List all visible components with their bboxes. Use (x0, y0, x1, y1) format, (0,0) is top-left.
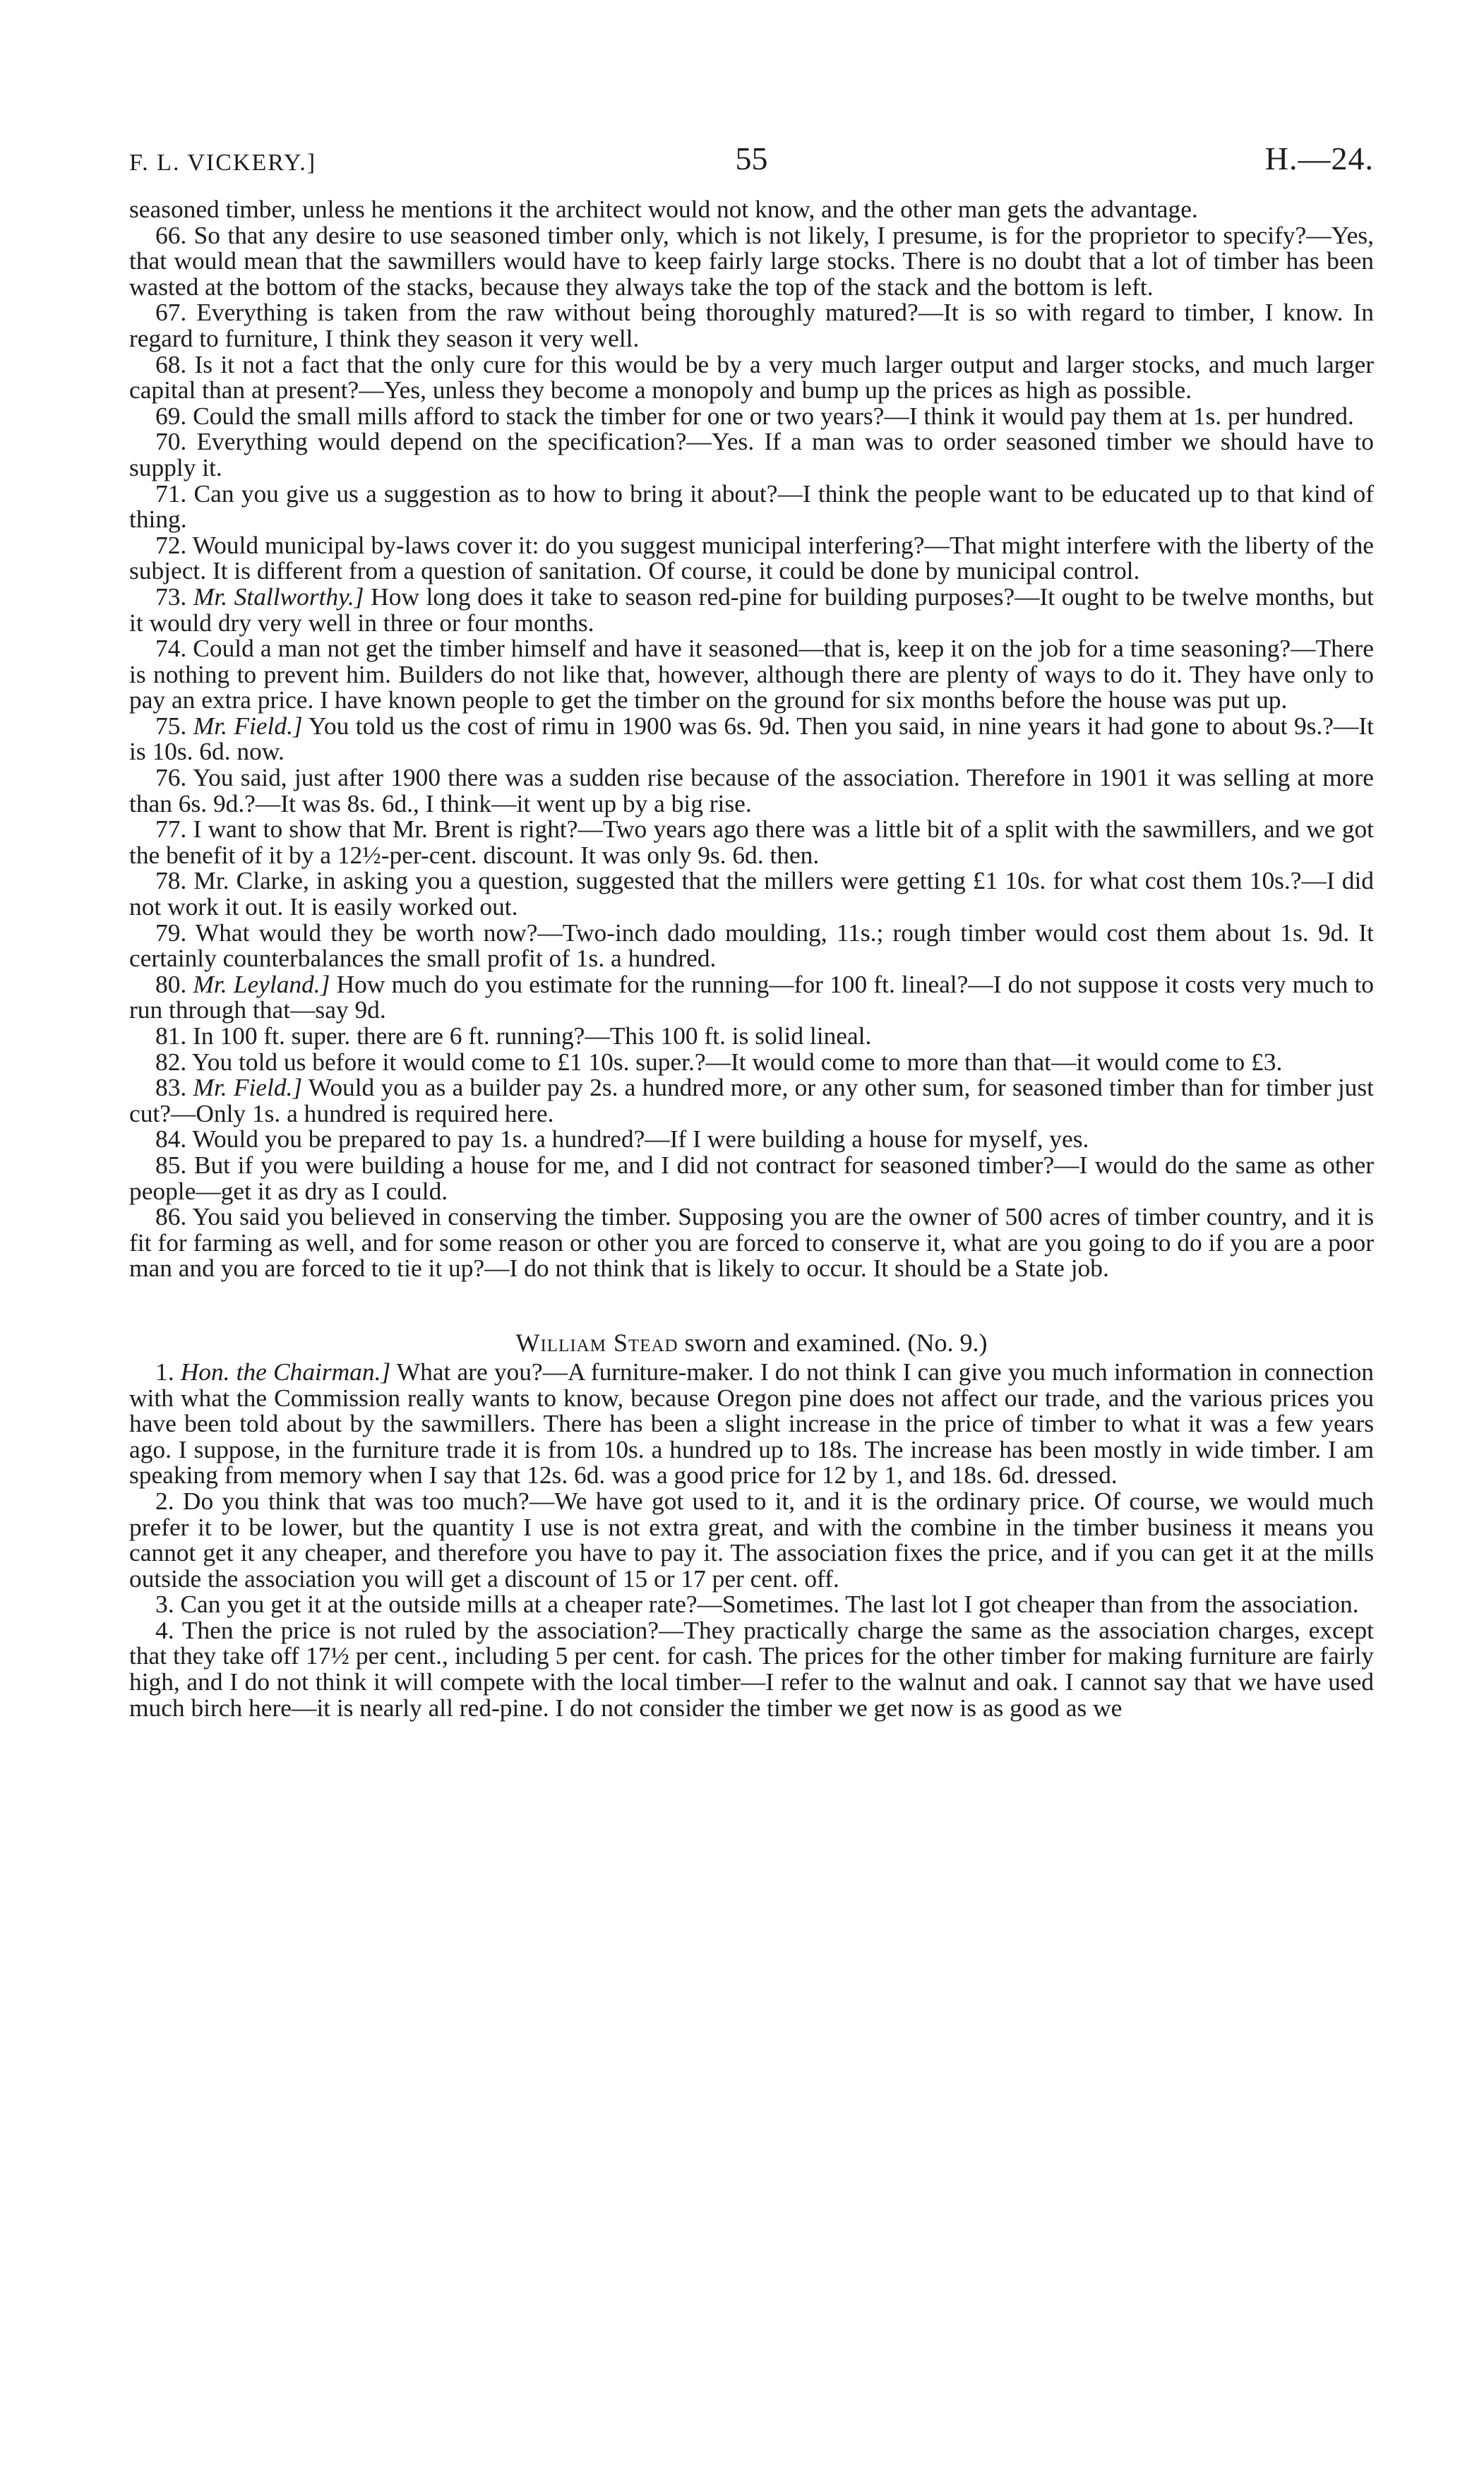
question-number: 77. (155, 815, 187, 844)
question-number: 3. (155, 1590, 174, 1619)
question-number: 75. (155, 711, 187, 740)
question-number: 1. (155, 1357, 174, 1386)
question-paragraph (129, 1049, 1374, 1075)
page-header (129, 140, 1374, 196)
question-number: 85. (155, 1150, 187, 1179)
question-number: 81. (155, 1022, 187, 1050)
question-number: 72. (155, 530, 187, 559)
vickery-evidence (129, 222, 1374, 1281)
continuation-paragraph: seasoned timber, unless he mentions it the architect would not know, and the other man gets the advantage. (129, 195, 1198, 223)
question-paragraph (129, 1074, 1374, 1126)
question-paragraph (129, 1591, 1374, 1617)
witness-heading-rest: sworn and examined. (No. 9.) (684, 1328, 988, 1357)
question-paragraph (129, 349, 1374, 405)
question-paragraph (129, 1488, 1374, 1591)
question-text: Everything is taken from the raw without being thoroughly matured?—It is so with regard to timber, I know. In regard to furniture, I think they season it very well. (129, 298, 1374, 352)
question-text: Would municipal by-laws cover it: do you suggest municipal interfering?—That might interfere with the liberty of the subject. It is different from a question of sanitation. Of course, it could be done by municipal control. (129, 530, 1374, 585)
question-text: In 100 ft. super. there are 6 ft. running?—This 100 ft. is solid lineal. (193, 1022, 872, 1050)
witness-name-header: F. L. VICKERY.] (129, 150, 317, 176)
question-text: You told us before it would come to £1 10s. super.?—It would come to more than that—it would come to £3. (191, 1047, 1283, 1076)
question-number: 68. (155, 349, 187, 378)
question-paragraph (129, 299, 1374, 351)
question-paragraph (129, 429, 1374, 480)
question-paragraph (129, 1617, 1374, 1720)
question-paragraph (129, 403, 1374, 429)
question-paragraph (129, 1126, 1374, 1152)
speaker-name: Mr. Field.] (193, 1073, 303, 1102)
question-text: What would they be worth now?—Two-inch dado moulding, 11s.; rough timber would cost them about 1s. 9d. It certainly counterbalances the small profit of 1s. a hundred. (129, 918, 1374, 973)
witness-heading (129, 1329, 1374, 1356)
question-text: How long does it take to season red-pine for building purposes?—It ought to be twelve months, but it would dry very well in three or four months. (129, 582, 1374, 637)
question-text: Everything would depend on the specification?—Yes. If a man was to order seasoned timber we should have to supply it. (129, 427, 1374, 481)
question-text: Then the price is not ruled by the association?—They practically charge the same as the association charges, except that they take off 17½ per cent., including 5 per cent. for cash. The prices for the other timber for making furniture are fairly high, and I do not think it will compete with the local timber—I refer to the walnut and oak. I cannot say that we have used much birch here—it is nearly all red-pine. I do not consider the timber we get now is as good as we (129, 1615, 1374, 1722)
speaker-name: Hon. the Chairman.] (180, 1357, 391, 1386)
question-paragraph (129, 765, 1374, 816)
question-text: I want to show that Mr. Brent is right?—Two years ago there was a little bit of a split with the sawmillers, and we got the benefit of it by a 12½-per-cent. discount. It was only 9s. 6d. then. (129, 815, 1374, 869)
question-text: How much do you estimate for the running—for 100 ft. lineal?—I do not suppose it costs very much to run through that—say 9d. (129, 969, 1375, 1024)
document-page (129, 140, 1374, 1720)
page-number: 55 (735, 140, 768, 176)
question-paragraph (129, 816, 1374, 868)
question-number: 71. (155, 479, 187, 508)
question-text: Can you get it at the outside mills at a cheaper rate?—Sometimes. The last lot I got cheaper than from the association. (180, 1590, 1359, 1619)
witness-name: William Stead (515, 1328, 678, 1357)
question-paragraph (129, 713, 1374, 765)
question-paragraph (129, 1152, 1374, 1204)
question-text: Could the small mills afford to stack the timber for one or two years?—I think it would pay them at 1s. per hundred. (193, 401, 1354, 430)
question-text: Do you think that was too much?—We have got used to it, and it is the ordinary price. Of course, we would much prefer it to be lower, but the quantity I use is not extra great, and with the combine in the timber business it means you cannot get it any cheaper, and therefore you have to pay it. The association fixes the price, and if you can get it at the mills outside the association you will get a discount of 15 or 17 per cent. off. (129, 1486, 1374, 1593)
question-number: 4. (155, 1615, 174, 1644)
question-text: You said you believed in conserving the timber. Supposing you are the owner of 500 acres of timber country, and it is fit for farming as well, and for some reason or other you are forced to conserve it, what are you going to do if you are a poor man and you are forced to tie it up?—I do not think that is likely to occur. It should be a State job. (129, 1202, 1374, 1283)
question-paragraph (129, 1204, 1374, 1281)
question-number: 86. (155, 1202, 187, 1231)
question-number: 82. (155, 1047, 187, 1076)
question-number: 79. (155, 918, 187, 947)
question-number: 70. (155, 427, 187, 456)
question-number: 80. (155, 969, 187, 998)
stead-evidence (129, 1359, 1374, 1720)
question-text: Can you give us a suggestion as to how to bring it about?—I think the people want to be educated up to that kind of thing. (129, 479, 1374, 534)
question-paragraph (129, 920, 1374, 971)
question-paragraph (129, 868, 1374, 919)
question-number: 84. (155, 1125, 187, 1154)
question-number: 74. (155, 634, 187, 663)
question-paragraph (129, 481, 1374, 532)
question-number: 83. (155, 1073, 187, 1102)
question-number: 76. (155, 763, 187, 792)
speaker-name: Mr. Field.] (193, 711, 303, 740)
question-text: You said, just after 1900 there was a sudden rise because of the association. Therefore in 1901 it was selling at more than 6s. 9d.?—It was 8s. 6d., I think—it went up by a big rise. (129, 763, 1374, 817)
question-text: But if you were building a house for me, and I did not contract for seasoned timber?—I would do the same as other people—get it as dry as I could. (129, 1150, 1374, 1205)
question-paragraph (129, 1359, 1374, 1488)
question-number: 67. (155, 298, 187, 327)
question-number: 73. (155, 582, 187, 611)
question-text: So that any desire to use seasoned timber only, which is not likely, I presume, is for the proprietor to specify?—Yes, that would mean that the sawmillers would have to keep fairly large stocks. There is no doubt that a lot of timber has been wasted at the bottom of the stacks, because they always take the top of the stack and the bottom is left. (129, 220, 1374, 301)
question-number: 69. (155, 401, 187, 430)
question-text: Mr. Clarke, in asking you a question, suggested that the millers were getting £1 10s. for what cost them 10s.?—I did not work it out. It is easily worked out. (129, 866, 1374, 921)
question-text: Would you as a builder pay 2s. a hundred more, or any other sum, for seasoned timber than for timber just cut?—Only 1s. a hundred is required here. (129, 1073, 1374, 1127)
question-text: Would you be prepared to pay 1s. a hundred?—If I were building a house for myself, yes. (192, 1125, 1089, 1154)
question-paragraph (129, 222, 1374, 300)
question-text: What are you?—A furniture-maker. I do not think I can give you much information in connection with what the Commission really wants to know, because Oregon pine does not affect our trade, and the various prices you have been told about by the sawmillers. There has been a slight increase in the price of timber to what it was a few years ago. I suppose, in the furniture trade it is from 10s. a hundred up to 18s. The increase has been mostly in wide timber. I am speaking from memory when I say that 12s. 6d. was a good price for 12 by 1, and 18s. 6d. dressed. (129, 1357, 1374, 1490)
question-number: 66. (155, 220, 187, 249)
question-paragraph (129, 1023, 1374, 1049)
question-text: You told us the cost of rimu in 1900 was 6s. 9d. Then you said, in nine years it had gone to about 9s.?—It is 10s. 6d. now. (129, 711, 1374, 766)
question-paragraph (129, 532, 1374, 584)
question-paragraph (129, 584, 1374, 635)
speaker-name: Mr. Leyland.] (193, 969, 330, 998)
question-number: 2. (155, 1486, 174, 1515)
question-number: 78. (155, 866, 187, 895)
question-paragraph (129, 971, 1374, 1023)
document-reference: H.—24. (1264, 140, 1374, 176)
question-paragraph (129, 635, 1374, 713)
question-text: Could a man not get the timber himself and have it seasoned—that is, keep it on the job for a time seasoning?—There is nothing to prevent him. Builders do not like that, however, although there are plenty of ways to do it. They have only to pay an extra price. I have known people to get the timber on the ground for six months before the house was put up. (129, 634, 1374, 714)
question-text: Is it not a fact that the only cure for this would be by a very much larger output and larger stocks, and much larger capital than at present?—Yes, unless they become a monopoly and bump up the prices as high as possible. (129, 349, 1374, 405)
speaker-name: Mr. Stallworthy.] (193, 582, 364, 611)
